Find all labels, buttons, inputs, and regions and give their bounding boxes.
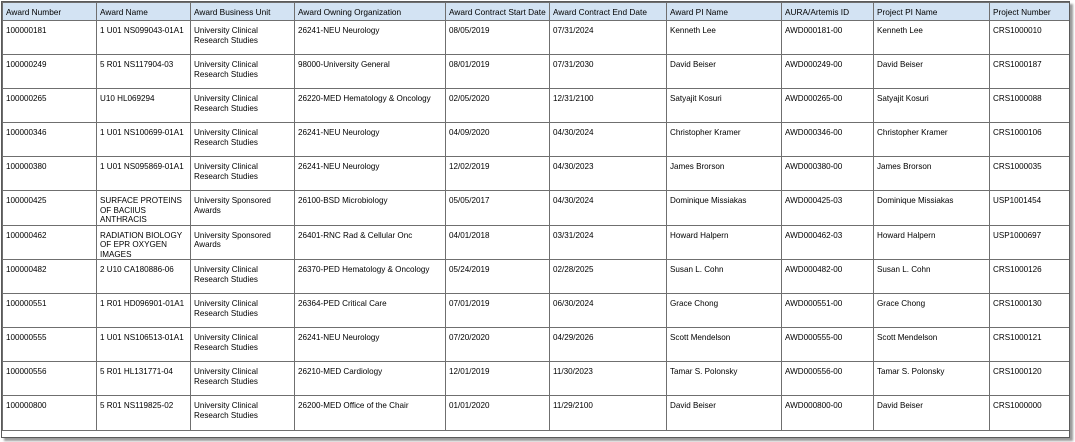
cell-award-owning-organization: 26241-NEU Neurology — [295, 157, 446, 191]
cell-award-name: 5 R01 NS117904-03 — [97, 55, 191, 89]
column-header-award-contract-start-date: Award Contract Start Date — [446, 3, 550, 21]
awards-report — [1, 1, 1070, 438]
table-row — [3, 191, 1070, 226]
cell-award-number: 100000380 — [3, 157, 97, 191]
cell-award-contract-end-date: 11/30/2023 — [550, 362, 667, 396]
cell-award-contract-start-date: 05/24/2019 — [446, 260, 550, 294]
table-row — [3, 294, 1070, 328]
cell-award-pi-name: David Beiser — [667, 55, 782, 89]
cell-project-pi-name: James Brorson — [874, 157, 990, 191]
cell-aura-artemis-id: AWD000462-03 — [782, 225, 874, 260]
cell-project-number: USP1000697 — [990, 225, 1070, 260]
cell-aura-artemis-id: AWD000249-00 — [782, 55, 874, 89]
cell-award-owning-organization: 26100-BSD Microbiology — [295, 191, 446, 226]
cell-aura-artemis-id: AWD000265-00 — [782, 89, 874, 123]
cell-award-pi-name: Dominique Missiakas — [667, 191, 782, 226]
cell-project-number: CRS1000120 — [990, 362, 1070, 396]
cell-award-contract-start-date: 04/01/2018 — [446, 225, 550, 260]
cell-award-pi-name: David Beiser — [667, 396, 782, 431]
cell-project-number: CRS1000130 — [990, 294, 1070, 328]
cell-award-contract-end-date: 04/30/2024 — [550, 123, 667, 157]
cell-award-name: 5 R01 NS119825-02 — [97, 396, 191, 431]
cell-award-name: SURFACE PROTEINS OF BACIIUS ANTHRACIS — [97, 191, 191, 226]
cell-award-number: 100000265 — [3, 89, 97, 123]
column-header-award-business-unit: Award Business Unit — [191, 3, 295, 21]
column-header-award-contract-end-date: Award Contract End Date — [550, 3, 667, 21]
cell-award-owning-organization: 98000-University General — [295, 55, 446, 89]
cell-award-business-unit: University Clinical Research Studies — [191, 260, 295, 294]
cell-award-owning-organization: 26200-MED Office of the Chair — [295, 396, 446, 431]
cell-aura-artemis-id: AWD000551-00 — [782, 294, 874, 328]
cell-project-number: CRS1000000 — [990, 396, 1070, 431]
cell-award-contract-start-date: 12/02/2019 — [446, 157, 550, 191]
cell-award-owning-organization: 26241-NEU Neurology — [295, 21, 446, 55]
cell-project-number: CRS1000126 — [990, 260, 1070, 294]
cell-award-business-unit: University Sponsored Awards — [191, 191, 295, 226]
cell-award-name: 1 U01 NS095869-01A1 — [97, 157, 191, 191]
table-row — [3, 396, 1070, 431]
cell-award-contract-start-date: 08/05/2019 — [446, 21, 550, 55]
cell-aura-artemis-id: AWD000181-00 — [782, 21, 874, 55]
cell-aura-artemis-id: AWD000482-00 — [782, 260, 874, 294]
table-row — [3, 55, 1070, 89]
cell-aura-artemis-id: AWD000346-00 — [782, 123, 874, 157]
cell-award-business-unit: University Clinical Research Studies — [191, 396, 295, 431]
table-row — [3, 123, 1070, 157]
cell-award-contract-end-date: 07/31/2024 — [550, 21, 667, 55]
cell-award-contract-start-date: 02/05/2020 — [446, 89, 550, 123]
cell-award-pi-name: James Brorson — [667, 157, 782, 191]
cell-project-pi-name: Scott Mendelson — [874, 328, 990, 362]
cell-project-number: USP1001454 — [990, 191, 1070, 226]
column-header-aura-artemis-id: AURA/Artemis ID — [782, 3, 874, 21]
cell-award-business-unit: University Clinical Research Studies — [191, 123, 295, 157]
cell-award-number: 100000249 — [3, 55, 97, 89]
table-row — [3, 260, 1070, 294]
cell-award-contract-end-date: 11/29/2100 — [550, 396, 667, 431]
awards-table — [2, 2, 1070, 431]
cell-award-name: U10 HL069294 — [97, 89, 191, 123]
cell-project-number: CRS1000010 — [990, 21, 1070, 55]
cell-aura-artemis-id: AWD000556-00 — [782, 362, 874, 396]
cell-award-contract-end-date: 02/28/2025 — [550, 260, 667, 294]
cell-project-pi-name: Grace Chong — [874, 294, 990, 328]
cell-award-pi-name: Scott Mendelson — [667, 328, 782, 362]
column-header-award-name: Award Name — [97, 3, 191, 21]
cell-award-contract-start-date: 04/09/2020 — [446, 123, 550, 157]
cell-project-pi-name: David Beiser — [874, 55, 990, 89]
cell-award-number: 100000462 — [3, 225, 97, 260]
cell-award-owning-organization: 26401-RNC Rad & Cellular Onc — [295, 225, 446, 260]
cell-project-pi-name: Susan L. Cohn — [874, 260, 990, 294]
cell-project-number: CRS1000035 — [990, 157, 1070, 191]
cell-award-owning-organization: 26241-NEU Neurology — [295, 328, 446, 362]
cell-project-pi-name: Dominique Missiakas — [874, 191, 990, 226]
cell-award-contract-start-date: 08/01/2019 — [446, 55, 550, 89]
cell-award-number: 100000555 — [3, 328, 97, 362]
cell-award-owning-organization: 26370-PED Hematology & Oncology — [295, 260, 446, 294]
column-header-award-owning-organization: Award Owning Organization — [295, 3, 446, 21]
cell-project-number: CRS1000187 — [990, 55, 1070, 89]
cell-award-pi-name: Satyajit Kosuri — [667, 89, 782, 123]
table-header — [3, 3, 1070, 21]
cell-award-name: 1 U01 NS099043-01A1 — [97, 21, 191, 55]
cell-award-contract-start-date: 05/05/2017 — [446, 191, 550, 226]
cell-award-business-unit: University Clinical Research Studies — [191, 89, 295, 123]
cell-aura-artemis-id: AWD000800-00 — [782, 396, 874, 431]
cell-award-business-unit: University Clinical Research Studies — [191, 157, 295, 191]
table-row — [3, 89, 1070, 123]
cell-award-contract-end-date: 03/31/2024 — [550, 225, 667, 260]
cell-award-contract-start-date: 07/20/2020 — [446, 328, 550, 362]
cell-award-owning-organization: 26364-PED Critical Care — [295, 294, 446, 328]
table-row — [3, 362, 1070, 396]
cell-award-pi-name: Grace Chong — [667, 294, 782, 328]
cell-award-business-unit: University Clinical Research Studies — [191, 21, 295, 55]
column-header-award-pi-name: Award PI Name — [667, 3, 782, 21]
cell-award-pi-name: Christopher Kramer — [667, 123, 782, 157]
cell-award-contract-end-date: 04/30/2023 — [550, 157, 667, 191]
cell-award-pi-name: Tamar S. Polonsky — [667, 362, 782, 396]
cell-award-contract-end-date: 07/31/2030 — [550, 55, 667, 89]
cell-award-number: 100000482 — [3, 260, 97, 294]
cell-award-number: 100000551 — [3, 294, 97, 328]
table-row — [3, 21, 1070, 55]
cell-award-name: 2 U10 CA180886-06 — [97, 260, 191, 294]
cell-project-pi-name: Howard Halpern — [874, 225, 990, 260]
cell-award-number: 100000181 — [3, 21, 97, 55]
cell-project-number: CRS1000121 — [990, 328, 1070, 362]
cell-aura-artemis-id: AWD000555-00 — [782, 328, 874, 362]
cell-project-pi-name: Tamar S. Polonsky — [874, 362, 990, 396]
cell-award-business-unit: University Clinical Research Studies — [191, 362, 295, 396]
table-body — [3, 21, 1070, 431]
cell-award-name: 1 U01 NS106513-01A1 — [97, 328, 191, 362]
cell-award-contract-start-date: 07/01/2019 — [446, 294, 550, 328]
cell-project-pi-name: Christopher Kramer — [874, 123, 990, 157]
cell-project-pi-name: Satyajit Kosuri — [874, 89, 990, 123]
cell-award-name: 1 R01 HD096901-01A1 — [97, 294, 191, 328]
cell-award-number: 100000556 — [3, 362, 97, 396]
cell-award-name: 1 U01 NS100699-01A1 — [97, 123, 191, 157]
cell-award-name: 5 R01 HL131771-04 — [97, 362, 191, 396]
cell-award-pi-name: Kenneth Lee — [667, 21, 782, 55]
cell-award-contract-end-date: 06/30/2024 — [550, 294, 667, 328]
cell-aura-artemis-id: AWD000380-00 — [782, 157, 874, 191]
cell-project-pi-name: David Beiser — [874, 396, 990, 431]
cell-award-number: 100000425 — [3, 191, 97, 226]
cell-award-number: 100000346 — [3, 123, 97, 157]
column-header-award-number: Award Number — [3, 3, 97, 21]
cell-award-contract-end-date: 12/31/2100 — [550, 89, 667, 123]
cell-award-name: RADIATION BIOLOGY OF EPR OXYGEN IMAGES — [97, 225, 191, 260]
column-header-project-pi-name: Project PI Name — [874, 3, 990, 21]
header-row — [3, 3, 1070, 21]
cell-award-owning-organization: 26220-MED Hematology & Oncology — [295, 89, 446, 123]
cell-award-business-unit: University Sponsored Awards — [191, 225, 295, 260]
table-row — [3, 157, 1070, 191]
cell-award-business-unit: University Clinical Research Studies — [191, 55, 295, 89]
cell-award-owning-organization: 26241-NEU Neurology — [295, 123, 446, 157]
cell-award-owning-organization: 26210-MED Cardiology — [295, 362, 446, 396]
cell-award-contract-start-date: 12/01/2019 — [446, 362, 550, 396]
cell-award-contract-start-date: 01/01/2020 — [446, 396, 550, 431]
cell-award-pi-name: Howard Halpern — [667, 225, 782, 260]
table-row — [3, 328, 1070, 362]
cell-award-business-unit: University Clinical Research Studies — [191, 328, 295, 362]
cell-award-contract-end-date: 04/30/2024 — [550, 191, 667, 226]
cell-award-contract-end-date: 04/29/2026 — [550, 328, 667, 362]
cell-project-number: CRS1000106 — [990, 123, 1070, 157]
cell-award-pi-name: Susan L. Cohn — [667, 260, 782, 294]
column-header-project-number: Project Number — [990, 3, 1070, 21]
cell-project-pi-name: Kenneth Lee — [874, 21, 990, 55]
cell-aura-artemis-id: AWD000425-03 — [782, 191, 874, 226]
cell-project-number: CRS1000088 — [990, 89, 1070, 123]
cell-award-business-unit: University Clinical Research Studies — [191, 294, 295, 328]
cell-award-number: 100000800 — [3, 396, 97, 431]
table-row — [3, 225, 1070, 260]
